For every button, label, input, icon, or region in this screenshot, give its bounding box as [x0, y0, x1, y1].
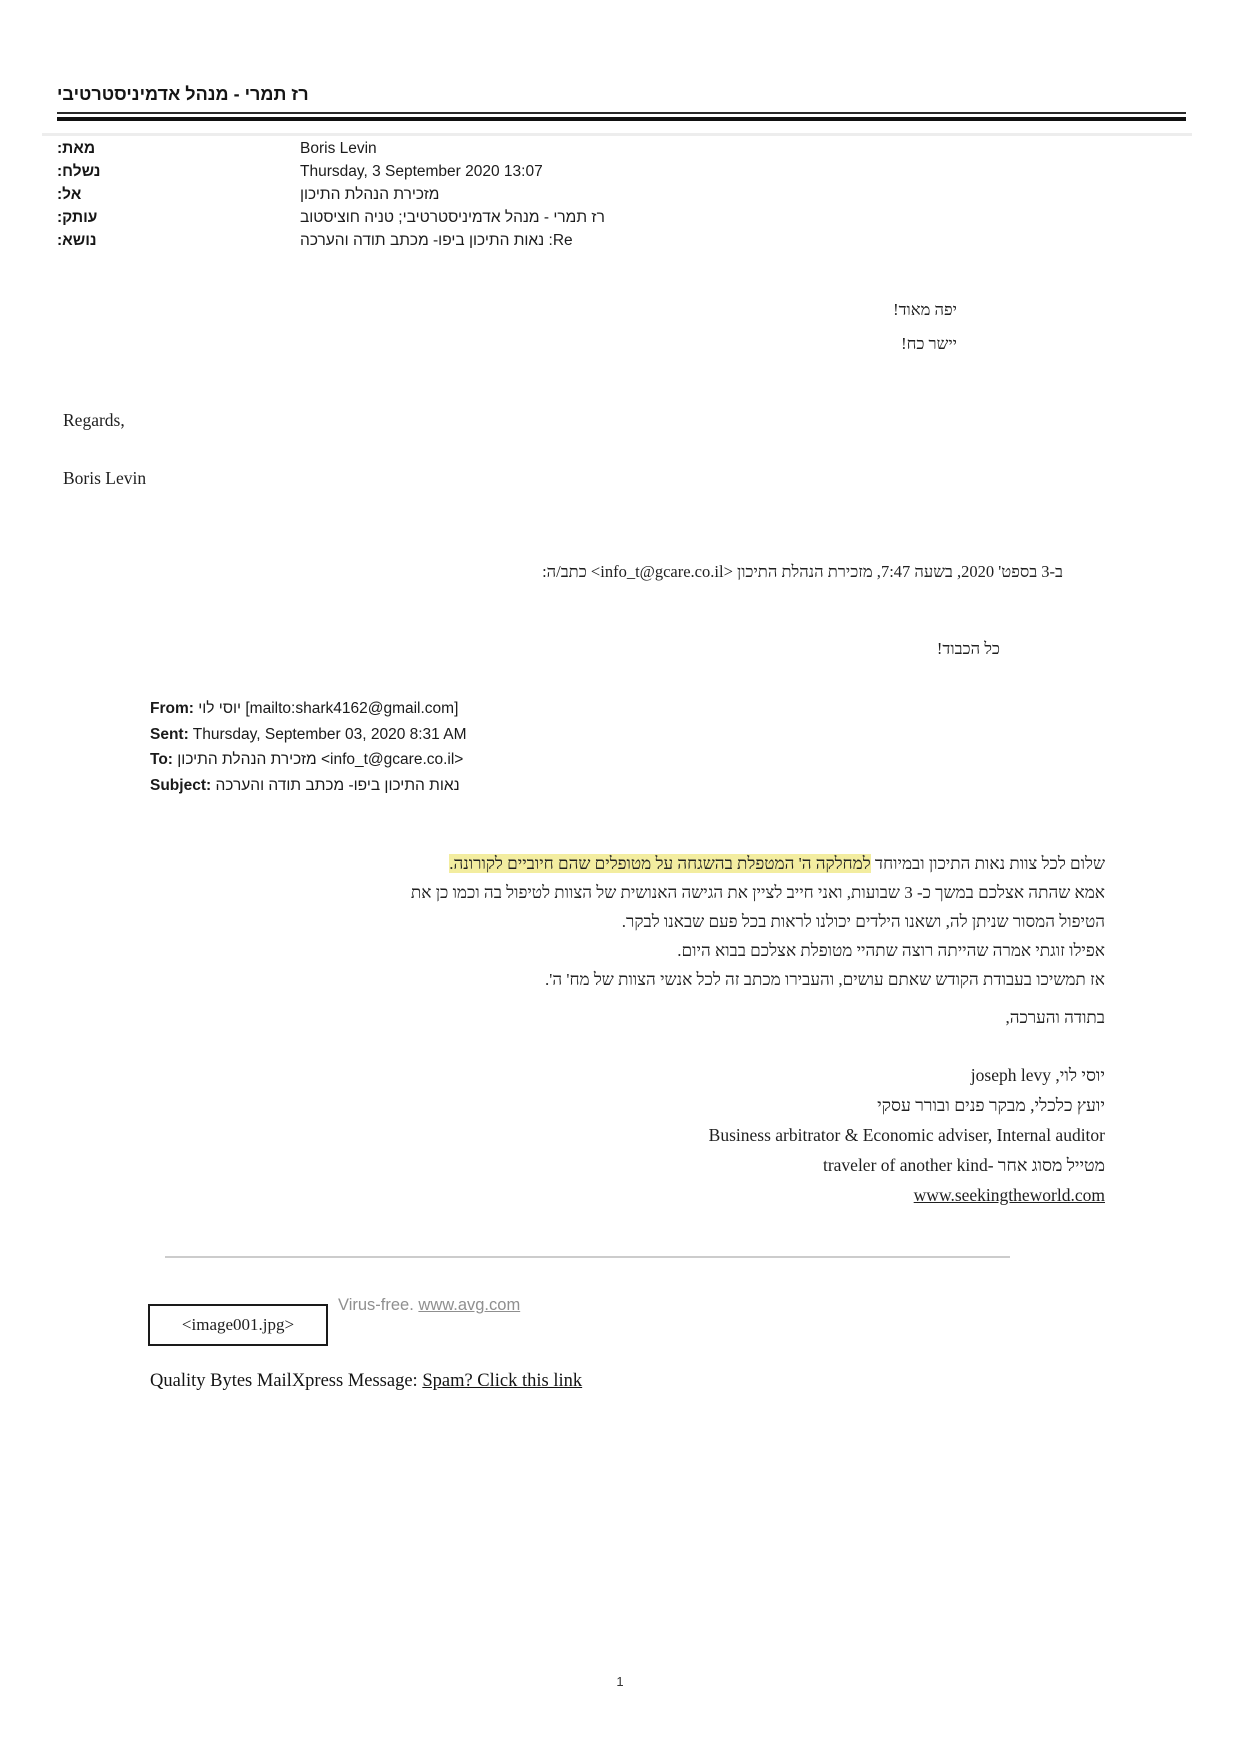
page-title: רז תמרי - מנהל אדמיניסטרטיבי: [57, 84, 309, 104]
signature-title-english: Business arbitrator & Economic adviser, Internal auditor: [708, 1125, 1105, 1145]
from-label: מאת:: [57, 140, 96, 157]
subject-value: Re: נאות התיכון ביפו- מכתב תודה והערכה: [300, 232, 573, 249]
message-line-4: אפילו זוגתי אמרה שהייתה רוצה שתהיי מטופלת אצלכם בבוא היום.: [677, 941, 1105, 960]
quote-kudos: כל הכבוד!: [936, 639, 1000, 658]
forwarded-to-row: [150, 747, 467, 773]
forwarded-to-label: To:: [150, 751, 173, 768]
avg-link[interactable]: www.avg.com: [418, 1296, 521, 1314]
message-line-1: [95, 849, 1105, 878]
header-rule-thick: [57, 117, 1186, 121]
reply-line-2: יישר כח!: [901, 334, 957, 353]
forwarded-sent-label: Sent:: [150, 725, 189, 743]
message-line-1-plain: שלום לכל צוות נאות התיכון ובמיוחד: [870, 854, 1105, 873]
reply-line-1: יפה מאוד!: [893, 300, 957, 319]
section-divider: [165, 1256, 1010, 1258]
spam-report-link[interactable]: Spam? Click this link: [422, 1371, 583, 1391]
message-line-3: הטיפול המסור שניתן לה, ושאנו הילדים יכולנו לראות בכל פעם שבאנו לבקר.: [621, 912, 1105, 931]
forwarded-from-value: יוסי לוי [mailto:shark4162@gmail.com]: [198, 700, 459, 717]
spam-line-prefix: Quality Bytes MailXpress Message:: [150, 1371, 423, 1391]
from-value: Boris Levin: [300, 140, 377, 157]
message-line-5: אז תמשיכו בעבודת הקודש שאתם עושים, והעבירו מכתב זה לכל אנשי הצוות של מח' ה'.: [545, 970, 1105, 989]
quote-attribution: ב-3 בספט' 2020, בשעה 7:47, מזכירת הנהלת התיכון <info_t@gcare.co.il> כתב/ה:: [542, 562, 1063, 581]
forwarded-to-value: מזכירת הנהלת התיכון <info_t@gcare.co.il>: [177, 751, 464, 768]
signature-title-hebrew: יועץ כלכלי, מבקר פנים ובורר עסקי: [877, 1095, 1105, 1115]
virus-free-banner: [338, 1296, 520, 1315]
mailxpress-spam-line: [150, 1371, 582, 1392]
reply-body: [893, 293, 957, 361]
field-row-from: [57, 137, 1177, 160]
cc-value: רז תמרי - מנהל אדמיניסטרטיבי; טניה חוציסטוב: [300, 209, 605, 226]
signature-tagline: traveler of another kind- מטייל מסוג אחר: [822, 1155, 1105, 1175]
seekingtheworld-link[interactable]: www.seekingtheworld.com: [913, 1185, 1105, 1205]
sent-label: נשלח:: [57, 163, 101, 180]
forwarded-from-label: From:: [150, 700, 194, 717]
forwarded-message-body: [95, 849, 1105, 994]
virus-free-text: Virus-free.: [338, 1296, 414, 1314]
field-row-sent: [57, 160, 1177, 183]
message-line-2: אמא שהתה אצלכם במשך כ- 3 שבועות, ואני חייב לציין את הגישה האנושית של הצוות לטיפול בה וכמו כן את: [410, 883, 1105, 902]
field-row-subject: [57, 229, 1177, 252]
forwarded-from-row: [150, 696, 467, 722]
reply-signature-name: Boris Levin: [63, 468, 147, 488]
subject-label: נושא:: [57, 232, 97, 249]
forwarded-subject-value: נאות התיכון ביפו- מכתב תודה והערכה: [215, 776, 460, 794]
signature-block: [709, 1060, 1105, 1210]
signature-name: יוסי לוי, joseph levy: [970, 1065, 1105, 1085]
page-number: 1: [616, 1674, 624, 1689]
header-rule-thin: [57, 112, 1186, 114]
cc-label: עותק:: [57, 209, 98, 226]
message-line-1-highlighted: למחלקה ה' המטפלת בהשגחה על מטופלים שהם חיוביים לקורונה.: [449, 854, 871, 873]
scan-artifact-line: [42, 133, 1192, 136]
field-row-to: [57, 183, 1177, 206]
forwarded-sent-value: Thursday, September 03, 2020 8:31 AM: [192, 725, 467, 743]
reply-closing: Regards,: [63, 410, 125, 430]
forwarded-subject-label: Subject:: [150, 776, 212, 794]
forwarded-sent-row: [150, 722, 467, 748]
image-attachment-placeholder: <image001.jpg>: [148, 1304, 328, 1346]
to-label: אל:: [57, 186, 82, 203]
forwarded-header: [150, 696, 467, 798]
to-value: מזכירת הנהלת התיכון: [300, 186, 440, 203]
sent-value: Thursday, 3 September 2020 13:07: [300, 163, 543, 180]
forwarded-subject-row: [150, 773, 467, 799]
message-closing: בתודה והערכה,: [1005, 1008, 1105, 1027]
field-row-cc: [57, 206, 1177, 229]
email-header-fields: [57, 137, 1177, 252]
